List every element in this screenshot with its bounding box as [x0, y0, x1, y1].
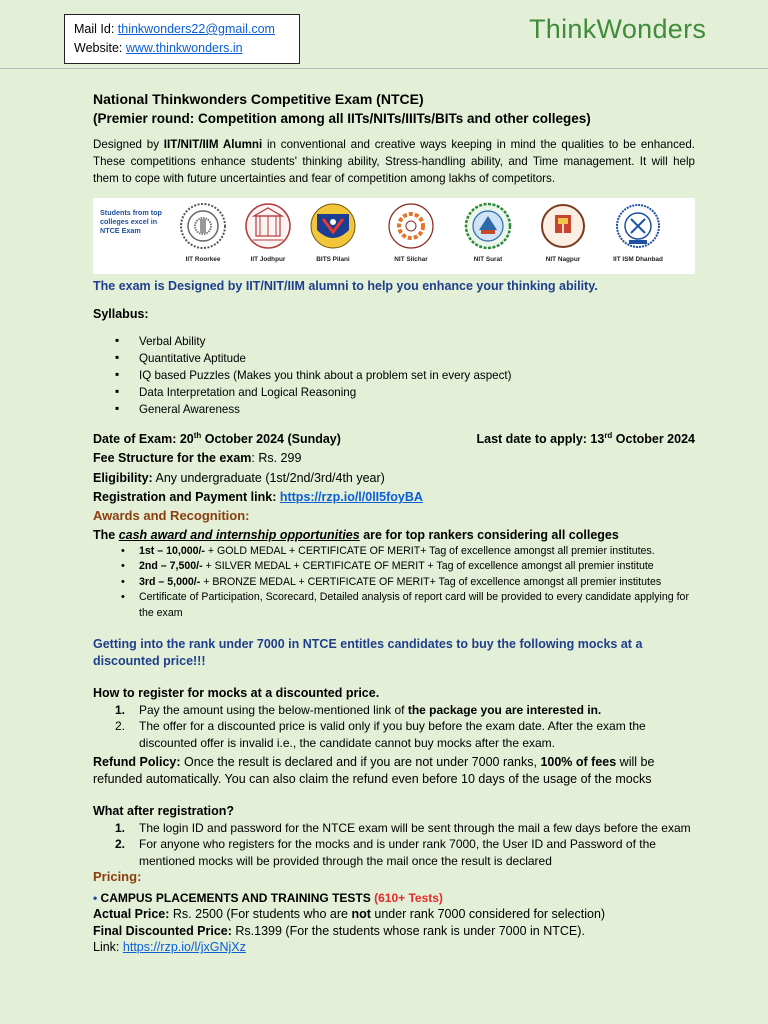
mail-label: Mail Id: [74, 22, 118, 36]
award-text: + SILVER MEDAL + CERTIFICATE OF MERIT + Tag of excellence amongst all premier institute [202, 560, 654, 573]
intro-rest: in conventional and creative ways keeping in mind the qualities to be enhanced. These competitions enhance students' thinking ability, Stress-handling ability, and Time management. It will help them to cope with future uncertainties and fear of competition among lakhs of competitors. [93, 138, 695, 186]
actual-price-text-1: Rs. 2500 (For students who are [169, 907, 352, 922]
list-item: ▪ General Awareness [115, 401, 695, 418]
refund-policy [93, 754, 695, 787]
apply-date-suffix: October 2024 [612, 431, 695, 446]
awards-intro-prefix: The [93, 528, 119, 543]
final-price-line [93, 923, 695, 940]
list-item: ▪ Verbal Ability [115, 333, 695, 350]
eligibility-label: Eligibility: [93, 470, 153, 485]
list-item: ▪ Quantitative Aptitude [115, 350, 695, 367]
actual-price-not: not [351, 907, 371, 922]
apply-date [477, 428, 696, 448]
list-item: ▪ Data Interpretation and Logical Reasoning [115, 384, 695, 401]
fee-label: Fee Structure for the exam [93, 451, 252, 466]
award-rank: 2nd – 7,500/- [139, 560, 203, 573]
pricing-link[interactable]: https://rzp.io/l/jxGNjXz [122, 940, 246, 955]
list-item [121, 544, 695, 560]
document-body [93, 90, 695, 956]
list-item: ▪ IQ based Puzzles (Makes you think about a problem set in every aspect) [115, 367, 695, 384]
bits-pilani-logo [303, 202, 363, 264]
award-text: + BRONZE MEDAL + CERTIFICATE OF MERIT+ Tag of excellence amongst all premier institutes [200, 575, 662, 588]
website-line [74, 39, 290, 58]
exam-date-prefix: Date of Exam: 20 [93, 431, 194, 446]
actual-price-text-2: under rank 7000 considered for selection) [370, 907, 606, 922]
final-price-text: Rs.1399 (For the students whose rank is under 7000 in NTCE). [231, 923, 585, 938]
item-text: The offer for a discounted price is valid only if you buy before the exam date. After the exam the discounted offer is invalid i.e., the candidate cannot buy mocks after the exam. [139, 719, 646, 750]
mail-link[interactable]: thinkwonders22@gmail.com [117, 22, 275, 36]
award-rank: 1st – 10,000/- [139, 544, 205, 557]
intro-bold: IIT/NIT/IIM Alumni [163, 138, 263, 151]
item-text: The login ID and password for the NTCE exam will be sent through the mail a few days before the exam [139, 820, 691, 835]
college-name: IIT Jodhpur [250, 255, 286, 263]
item-bold: the package you are interested in. [407, 702, 602, 717]
college-logos-banner [93, 198, 695, 274]
awards-heading: Awards and Recognition: [93, 507, 250, 523]
actual-price-line [93, 906, 695, 923]
awards-intro-emphasis: cash award and internship opportunities [118, 528, 360, 543]
award-text: Certificate of Participation, Scorecard, Detailed analysis of report card will be provided to every candidate applying for the exam [139, 591, 689, 619]
item-number: 1. [115, 702, 126, 717]
registration-link[interactable]: https://rzp.io/l/0lI5foyBA [279, 490, 423, 505]
eligibility-line [93, 470, 695, 487]
exam-date [93, 428, 341, 448]
list-item [115, 820, 695, 837]
college-name: NIT Nagpur [545, 255, 581, 263]
list-item [115, 702, 695, 719]
exam-date-sup: th [193, 430, 202, 440]
how-to-list [115, 702, 695, 752]
registration-label: Registration and Payment link: [93, 490, 280, 505]
list-item [121, 559, 695, 575]
colleges-intro-text: Students from top colleges excel in NTCE Exam [100, 207, 162, 235]
package-tests-count: (610+ Tests) [374, 890, 443, 905]
eligibility-value: Any undergraduate (1st/2nd/3rd/4th year) [152, 470, 385, 485]
website-label: Website: [74, 41, 126, 55]
pricing-link-label: Link: [93, 940, 123, 955]
award-text: + GOLD MEDAL + CERTIFICATE OF MERIT+ Tag of excellence amongst all premier institutes. [204, 544, 655, 557]
refund-bold: 100% of fees [540, 755, 617, 770]
syllabus-list [115, 333, 695, 418]
registration-line [93, 489, 695, 506]
nit-nagpur-logo [533, 202, 593, 264]
college-name: IIT Roorkee [185, 255, 221, 263]
refund-text-2: will be refunded automatically. You can also claim the refund even before 10 days of the usage of the mocks [93, 755, 655, 786]
package-name: CAMPUS PLACEMENTS AND TRAINING TESTS [97, 890, 375, 905]
brand-logo-text: ThinkWonders [529, 14, 707, 44]
exam-title: National Thinkwonders Competitive Exam (NTCE) [93, 91, 424, 107]
apply-date-prefix: Last date to apply: 13 [476, 431, 605, 446]
header-divider [0, 68, 768, 69]
item-number: 2. [115, 837, 126, 852]
award-rank: 3rd – 5,000/- [139, 575, 201, 588]
college-name: IIT ISM Dhanbad [613, 255, 663, 263]
nit-silchar-logo [381, 202, 441, 264]
awards-intro [93, 527, 695, 544]
college-name: NIT Silchar [394, 255, 428, 263]
intro-paragraph [93, 136, 695, 188]
website-link[interactable]: www.thinkwonders.in [125, 41, 243, 55]
package-bullet: • [93, 890, 98, 905]
apply-date-sup: rd [604, 430, 613, 440]
iit-roorkee-logo [173, 202, 233, 264]
pricing-link-line [93, 939, 695, 956]
refund-label: Refund Policy: [93, 755, 181, 770]
list-item [121, 575, 695, 591]
nit-surat-logo [458, 202, 518, 264]
after-registration-list [115, 820, 695, 870]
dates-row [93, 428, 695, 448]
after-registration-heading: What after registration? [93, 804, 234, 819]
list-item [115, 718, 695, 751]
college-name: BITS Pilani [316, 255, 350, 263]
tagline: The exam is Designed by IIT/NIT/IIM alumni to help you enhance your thinking ability. [93, 278, 598, 293]
college-name: NIT Surat [473, 255, 503, 263]
contact-box [64, 14, 300, 64]
package-line [93, 890, 695, 907]
awards-list [121, 544, 695, 622]
rank-notice: Getting into the rank under 7000 in NTCE entitles candidates to buy the following mocks at a discounted price!!! [93, 637, 643, 668]
item-number: 2. [115, 719, 126, 734]
item-number: 1. [115, 820, 126, 835]
awards-intro-suffix: are for top rankers considering all colleges [359, 528, 619, 543]
syllabus-heading: Syllabus: [93, 307, 149, 322]
iit-ism-dhanbad-logo [608, 202, 668, 264]
fee-line [93, 450, 695, 467]
list-item [115, 836, 695, 869]
fee-value: : Rs. 299 [251, 451, 302, 466]
list-item [121, 590, 695, 621]
mail-line [74, 20, 290, 39]
refund-text-1: Once the result is declared and if you are not under 7000 ranks, [180, 755, 541, 770]
final-price-label: Final Discounted Price: [93, 923, 232, 938]
how-to-heading: How to register for mocks at a discounted price. [93, 686, 380, 701]
exam-date-suffix: October 2024 (Sunday) [201, 431, 341, 446]
item-text: Pay the amount using the below-mentioned link of [139, 702, 408, 717]
iit-jodhpur-logo [238, 202, 298, 264]
actual-price-label: Actual Price: [93, 907, 170, 922]
item-text: For anyone who registers for the mocks and is under rank 7000, the User ID and Password of the mentioned mocks will be provided through the mail once the result is declared [139, 837, 656, 868]
intro-prefix: Designed by [93, 138, 164, 151]
pricing-heading: Pricing: [93, 869, 142, 885]
exam-subtitle: (Premier round: Competition among all IITs/NITs/IIITs/BITs and other colleges) [93, 111, 591, 126]
